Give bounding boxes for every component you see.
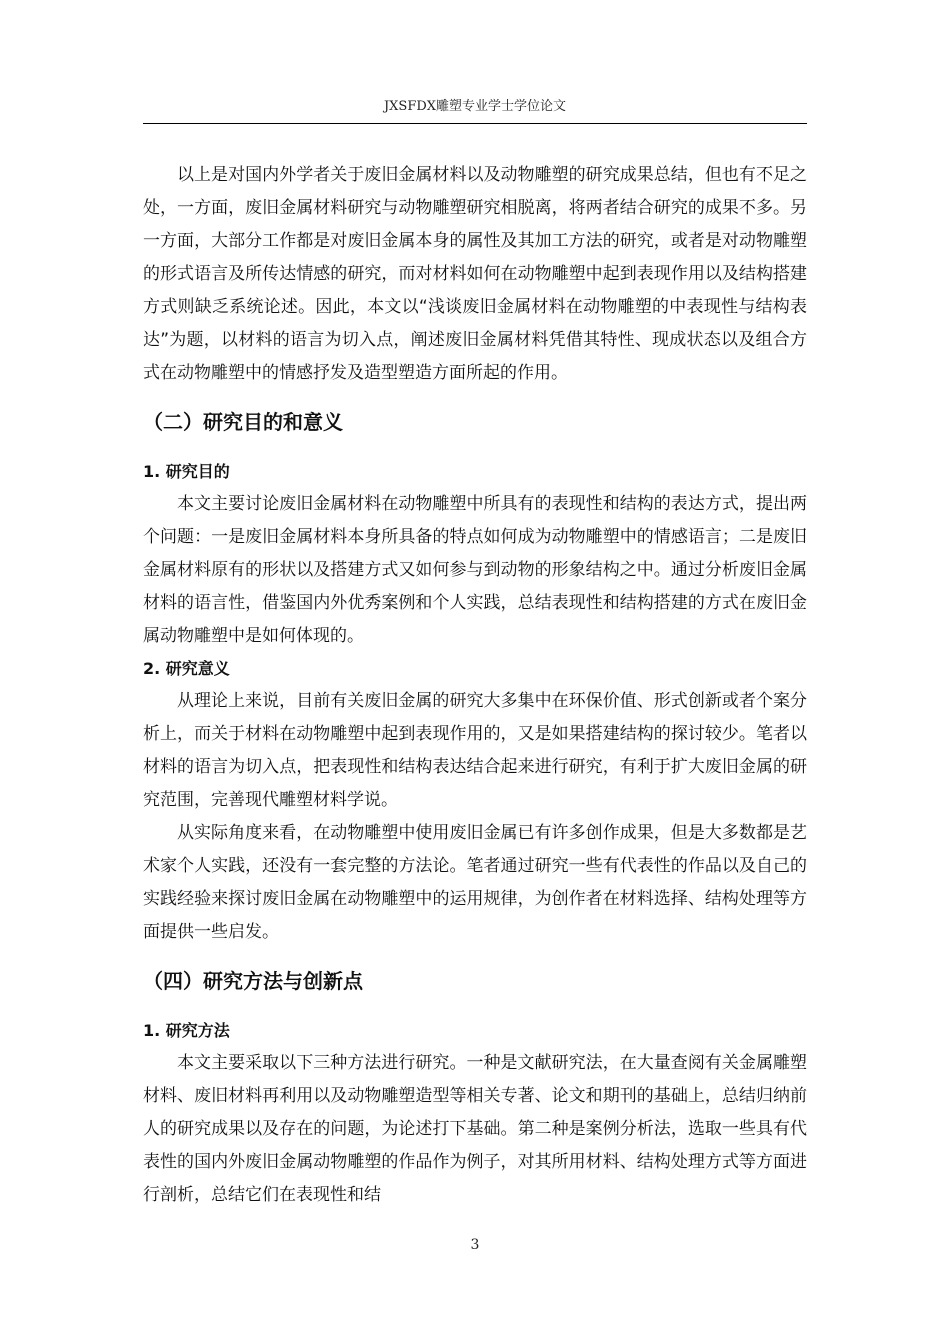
section-heading-purpose: （二）研究目的和意义 — [143, 410, 343, 434]
page-body — [143, 159, 807, 1212]
subheading-research-methods: 1. 研究方法 — [143, 1021, 230, 1040]
paragraph-research-methods: 本文主要采取以下三种方法进行研究。一种是文献研究法，在大量查阅有关金属雕塑材料、废旧材料再利用以及动物雕塑造型等相关专著、论文和期刊的基础上，总结归纳前人的研究成果以及存在的问题，为论述打下基础。第二种是案例分析法，选取一些具有代表性的国内外废旧金属动物雕塑的作品作为例子，对其所用材料、结构处理方式等方面进行剖析，总结它们在表现性和结 — [143, 1053, 807, 1205]
paragraph-research-purpose: 本文主要讨论废旧金属材料在动物雕塑中所具有的表现性和结构的表达方式，提出两个问题：一是废旧金属材料本身所具备的特点如何成为动物雕塑中的情感语言；二是废旧金属材料原有的形状以及搭建方式又如何参与到动物的形象结构之中。通过分析废旧金属材料的语言性，借鉴国内外优秀案例和个人实践，总结表现性和结构搭建的方式在废旧金属动物雕塑中是如何体现的。 — [143, 494, 807, 646]
header-divider — [143, 123, 807, 124]
paragraph-significance-theory: 从理论上来说，目前有关废旧金属的研究大多集中在环保价值、形式创新或者个案分析上，而关于材料在动物雕塑中起到表现作用的，又是如果搭建结构的探讨较少。笔者以材料的语言为切入点，把表现性和结构表达结合起来进行研究，有利于扩大废旧金属的研究范围，完善现代雕塑材料学说。 — [143, 691, 807, 810]
subheading-research-purpose: 1. 研究目的 — [143, 462, 230, 481]
section-heading-methods: （四）研究方法与创新点 — [143, 969, 363, 993]
running-header: JXSFDX雕塑专业学士学位论文 — [383, 99, 567, 114]
intro-paragraph: 以上是对国内外学者关于废旧金属材料以及动物雕塑的研究成果总结，但也有不足之处，一方面，废旧金属材料研究与动物雕塑研究相脱离，将两者结合研究的成果不多。另一方面，大部分工作都是对废旧金属本身的属性及其加工方法的研究，或者是对动物雕塑的形式语言及所传达情感的研究，而对材料如何在动物雕塑中起到表现作用以及结构搭建方式则缺乏系统论述。因此，本文以“浅谈废旧金属材料在动物雕塑的中表现性与结构表达”为题，以材料的语言为切入点，阐述废旧金属材料凭借其特性、现成状态以及组合方式在动物雕塑中的情感抒发及造型塑造方面所起的作用。 — [143, 165, 807, 383]
subheading-research-significance: 2. 研究意义 — [143, 659, 230, 678]
paragraph-significance-practice: 从实际角度来看，在动物雕塑中使用废旧金属已有许多创作成果，但是大多数都是艺术家个人实践，还没有一套完整的方法论。笔者通过研究一些有代表性的作品以及自己的实践经验来探讨废旧金属在动物雕塑中的运用规律，为创作者在材料选择、结构处理等方面提供一些启发。 — [143, 823, 807, 942]
page-number: 3 — [470, 1237, 480, 1253]
